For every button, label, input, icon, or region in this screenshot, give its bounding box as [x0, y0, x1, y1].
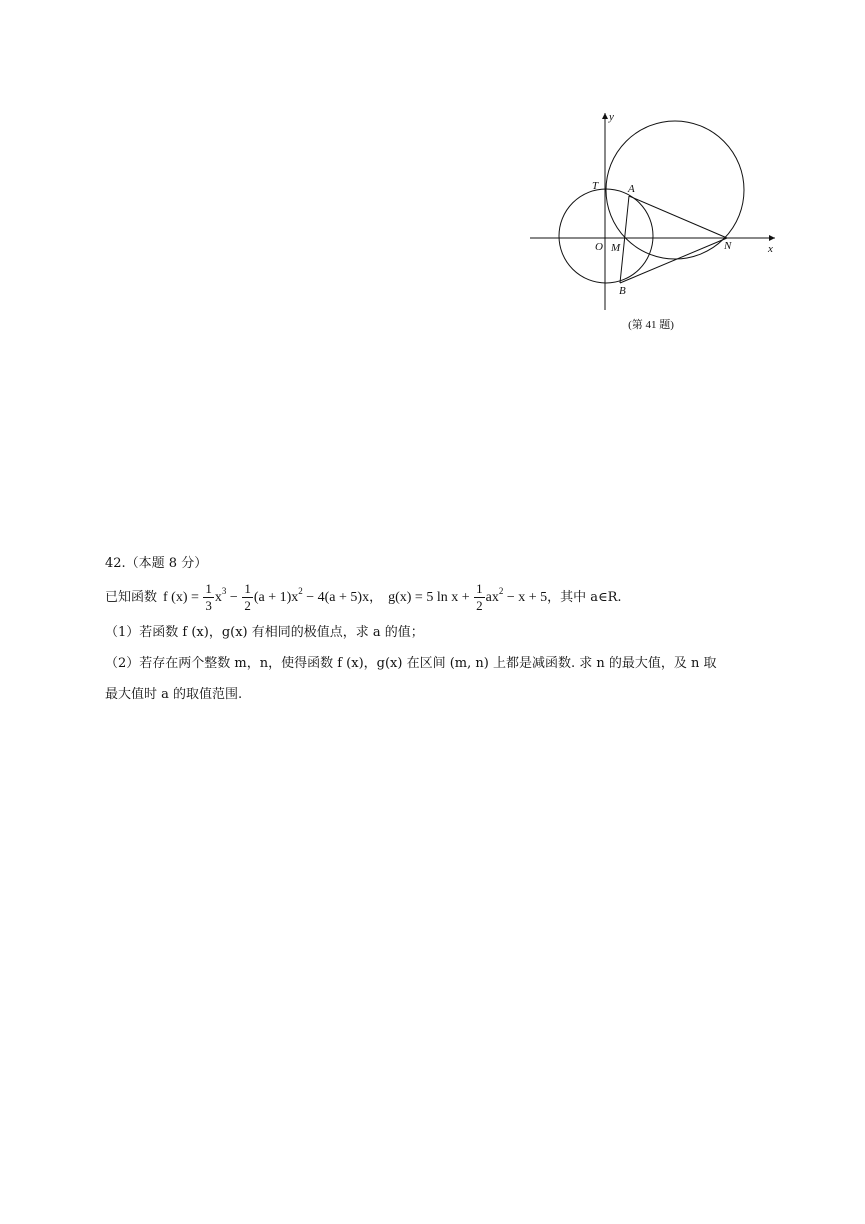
- f-tail: − 4(a + 5)x: [302, 590, 370, 605]
- f-fraction-1-num: 1: [205, 581, 212, 597]
- g-definition: [388, 579, 547, 617]
- f-exp-1: 3: [221, 586, 227, 596]
- f-minus: −: [226, 590, 242, 605]
- intro-suffix: ，其中 a∈R.: [547, 590, 622, 605]
- intro-prefix: 已知函数: [105, 590, 158, 605]
- circle-diagram: [525, 105, 785, 305]
- label-y: y: [609, 111, 614, 123]
- small-circle: [559, 189, 653, 283]
- g-tail: − x + 5: [503, 590, 548, 605]
- label-M: M: [611, 242, 621, 254]
- label-x: x: [768, 243, 773, 255]
- g-fraction: [474, 581, 485, 614]
- f-fraction-2-num: 1: [244, 581, 251, 597]
- segment-NA: [629, 196, 727, 238]
- f-term-2: (a + 1)x: [253, 590, 299, 605]
- problem-part-2-line-1: （2）若存在两个整数 m，n，使得函数 f (x)，g(x) 在区间 (m, n) 上都是减函数. 求 n 的最大值，及 n 取: [105, 656, 717, 671]
- g-lhs: g(x) = 5 ln x +: [388, 590, 470, 605]
- problem-42: [105, 548, 795, 710]
- f-fraction-2-den: 2: [244, 598, 251, 614]
- f-term-1: x: [214, 590, 222, 605]
- f-definition: [163, 579, 369, 617]
- separator: ，: [369, 590, 383, 605]
- problem-part-1: （1）若函数 f (x)，g(x) 有相同的极值点，求 a 的值；: [105, 625, 424, 640]
- g-term: ax: [485, 590, 499, 605]
- geometry-figure: [525, 105, 785, 305]
- label-B: B: [619, 285, 626, 297]
- g-fraction-num: 1: [476, 581, 483, 597]
- label-O: O: [595, 241, 603, 253]
- label-T: T: [592, 180, 599, 192]
- problem-header: 42.（本题 8 分）: [105, 556, 208, 571]
- g-exp: 2: [498, 586, 504, 596]
- f-exp-2: 2: [298, 586, 303, 596]
- g-fraction-den: 2: [476, 598, 483, 614]
- f-fraction-1-den: 3: [205, 598, 212, 614]
- segment-NB: [620, 238, 727, 283]
- label-N: N: [724, 240, 732, 252]
- f-fraction-1: [203, 581, 214, 614]
- problem-intro: [105, 579, 795, 617]
- f-lhs: f (x) =: [163, 590, 199, 605]
- label-A: A: [628, 183, 635, 195]
- figure-caption: (第 41 题): [628, 319, 674, 331]
- f-fraction-2: [242, 581, 253, 614]
- problem-part-2-line-2: 最大值时 a 的取值范围.: [105, 687, 243, 702]
